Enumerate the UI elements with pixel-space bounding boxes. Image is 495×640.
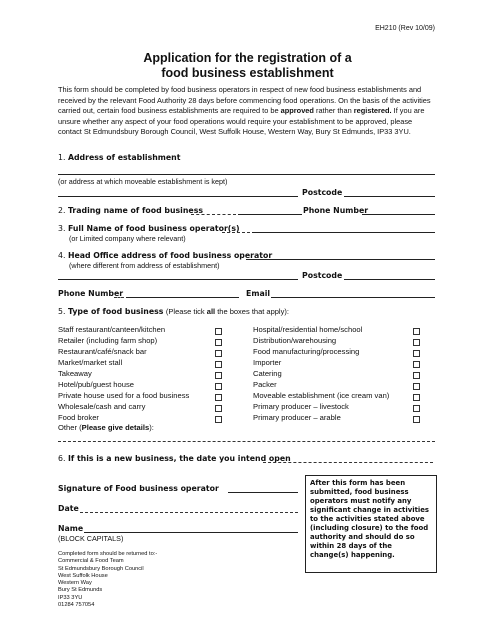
left-option-checkbox[interactable] — [215, 405, 222, 412]
return-address-block: Completed form should be returned to:- Commercial & Food Team St Edmundsbury Borough Council West Suffolk House Western Way Bury St Edmunds IP33 3YU 01284 757054 — [58, 551, 158, 609]
q2-trading-name-dashes — [191, 214, 236, 215]
form-reference: EH210 (Rev 10/09) — [375, 25, 435, 32]
q2-trading-name-label: 2. Trading name of food business — [58, 206, 203, 215]
q4-different-address-note: (where different from address of establishment) — [69, 261, 220, 270]
q4-head-office-field[interactable] — [246, 259, 435, 260]
left-option-checkbox[interactable] — [215, 361, 222, 368]
q2-phone-label: Phone Number — [303, 206, 369, 215]
signature-field[interactable] — [228, 492, 298, 493]
q4-postcode-label: Postcode — [302, 271, 343, 280]
left-option-label: Takeaway — [58, 369, 92, 378]
date-field[interactable] — [80, 512, 298, 513]
left-option-checkbox[interactable] — [215, 328, 222, 335]
right-option-checkbox[interactable] — [413, 394, 420, 401]
right-option-checkbox[interactable] — [413, 350, 420, 357]
left-option-label: Retailer (including farm shop) — [58, 336, 158, 345]
left-option-label: Hotel/pub/guest house — [58, 380, 134, 389]
right-option-label: Importer — [253, 358, 282, 367]
block-capitals-note: (BLOCK CAPITALS) — [58, 534, 124, 543]
left-option-checkbox[interactable] — [215, 383, 222, 390]
q6-open-date-field[interactable] — [263, 462, 433, 463]
q5-business-type-label: 5. Type of food business (Please tick all the boxes that apply): — [58, 307, 289, 316]
left-option-checkbox[interactable] — [215, 394, 222, 401]
left-option-checkbox[interactable] — [215, 372, 222, 379]
name-label: Name — [58, 524, 84, 533]
q1-moveable-note: (or address at which moveable establishment is kept) — [58, 177, 228, 186]
q1-postcode-label: Postcode — [302, 188, 343, 197]
right-option-checkbox[interactable] — [413, 372, 420, 379]
right-option-checkbox[interactable] — [413, 339, 420, 346]
q1-postcode-field[interactable] — [344, 196, 435, 197]
right-option-checkbox[interactable] — [413, 361, 420, 368]
right-option-label: Hospital/residential home/school — [253, 325, 363, 334]
q3-operator-label: 3. Full Name of food business operator(s) — [58, 224, 240, 233]
right-option-checkbox[interactable] — [413, 328, 420, 335]
form-title-line-1: Application for the registration of a — [143, 51, 352, 65]
q2-trading-name-field[interactable] — [238, 214, 302, 215]
q1-address-line-2[interactable] — [58, 196, 298, 197]
left-option-label: Wholesale/cash and carry — [58, 402, 146, 411]
q4-address-line[interactable] — [58, 279, 298, 280]
left-option-label: Restaurant/café/snack bar — [58, 347, 147, 356]
right-option-label: Distribution/warehousing — [253, 336, 337, 345]
right-option-label: Packer — [253, 380, 277, 389]
left-option-label: Staff restaurant/canteen/kitchen — [58, 325, 166, 334]
right-option-checkbox[interactable] — [413, 405, 420, 412]
left-option-label: Market/market stall — [58, 358, 123, 367]
right-option-label: Moveable establishment (ice cream van) — [253, 391, 390, 400]
left-option-checkbox[interactable] — [215, 416, 222, 423]
q4-head-office-label: 4. Head Office address of food business operator — [58, 251, 273, 260]
left-option-checkbox[interactable] — [215, 350, 222, 357]
right-option-label: Primary producer – livestock — [253, 402, 349, 411]
other-details-field[interactable] — [58, 441, 435, 442]
change-notification-notice: After this form has been submitted, food business operators must notify any significant change in activities to the activities stated above (including closure) to the food authority and should do so within 28 days of the change(s) happening. — [305, 475, 437, 573]
left-option-checkbox[interactable] — [215, 339, 222, 346]
q3-operator-field[interactable] — [252, 232, 435, 233]
contact-phone-field[interactable] — [126, 297, 239, 298]
name-field[interactable] — [84, 532, 298, 533]
right-option-label: Catering — [253, 369, 282, 378]
right-option-checkbox[interactable] — [413, 416, 420, 423]
contact-email-field[interactable] — [271, 297, 435, 298]
signature-label: Signature of Food business operator — [58, 484, 219, 493]
q4-postcode-field[interactable] — [344, 279, 435, 280]
right-option-label: Food manufacturing/processing — [253, 347, 360, 356]
q1-address-line-1[interactable] — [58, 174, 435, 175]
intro-paragraph: This form should be completed by food business operators in respect of new food business establishments and received by the relevant Food Authority 28 days before commencing food operations. On the basis of the activities carried out, certain food business establishments are required to be approved rather than registered. If you are unsure whether any aspect of your food operations would require your establishment to be approved, please contact St Edmundsbury Borough Council, West Suffolk House, Western Way, Bury St Edmunds, IP33 3YU. — [58, 85, 431, 137]
right-option-checkbox[interactable] — [413, 383, 420, 390]
q6-open-date-label: 6. If this is a new business, the date you intend open — [58, 454, 291, 463]
contact-email-label: Email — [246, 289, 271, 298]
left-option-label: Food broker — [58, 413, 99, 422]
form-title-line-2: food business establishment — [161, 66, 334, 80]
q3-limited-company-note: (or Limited company where relevant) — [69, 234, 186, 243]
date-label: Date — [58, 504, 79, 513]
q1-address-label: 1. Address of establishment — [58, 153, 181, 162]
q3-operator-dashes — [222, 232, 250, 233]
contact-phone-label: Phone Number — [58, 289, 124, 298]
left-option-label: Private house used for a food business — [58, 391, 190, 400]
right-option-label: Primary producer – arable — [253, 413, 341, 422]
q2-phone-field[interactable] — [362, 214, 435, 215]
other-details-label: Other (Please give details): — [58, 423, 154, 432]
contact-phone-dashes — [114, 297, 124, 298]
